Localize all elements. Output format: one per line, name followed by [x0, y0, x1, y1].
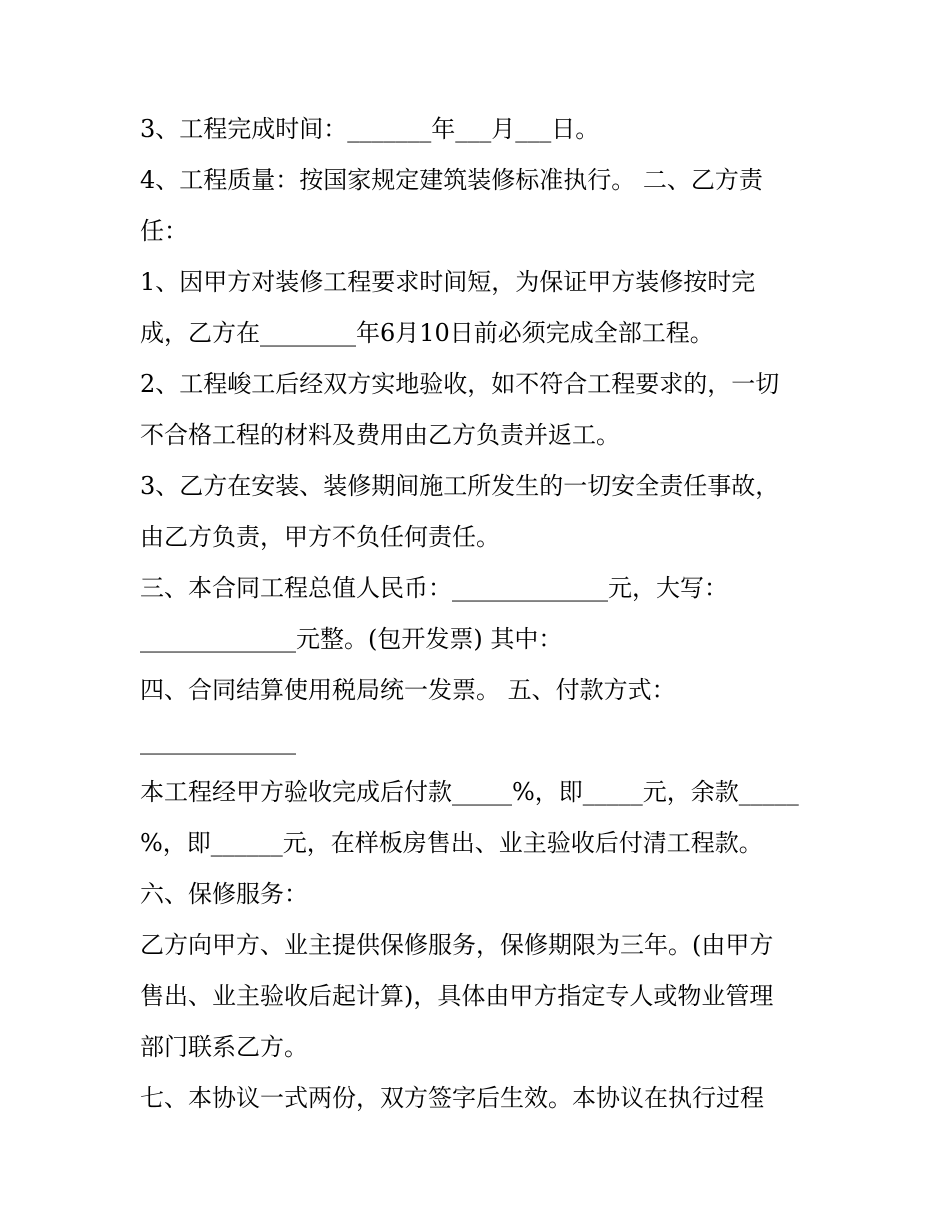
- text-line: 任：: [140, 217, 188, 245]
- text-line: _____________: [140, 727, 296, 755]
- text-line: 售出、业主验收后起计算)，具体由甲方指定专人或物业管理: [140, 982, 774, 1010]
- text-line: 部门联系乙方。: [140, 1033, 308, 1061]
- text-line: 1、因甲方对装修工程要求时间短，为保证甲方装修按时完: [140, 268, 756, 296]
- text-line: %，即______元，在样板房售出、业主验收后付清工程款。: [140, 829, 763, 857]
- text-line: 2、工程峻工后经双方实地验收，如不符合工程要求的，一切: [140, 370, 780, 398]
- text-line: 六、保修服务：: [140, 880, 308, 908]
- text-line: 七、本协议一式两份，双方签字后生效。本协议在执行过程: [140, 1084, 764, 1112]
- text-line: 由乙方负责，甲方不负任何责任。: [140, 523, 500, 551]
- text-line: 3、乙方在安装、装修期间施工所发生的一切安全责任事故，: [140, 472, 780, 500]
- text-line: 3、工程完成时间：_______年___月___日。: [140, 115, 600, 143]
- text-line: 三、本合同工程总值人民币：_____________元，大写：: [140, 574, 728, 602]
- text-line: 成，乙方在________年6月10日前必须完成全部工程。: [140, 319, 714, 347]
- text-line: 乙方向甲方、业主提供保修服务，保修期限为三年。(由甲方: [140, 931, 774, 959]
- text-line: 本工程经甲方验收完成后付款_____%，即_____元，余款_____: [140, 778, 799, 806]
- text-line: _____________元整。(包开发票) 其中：: [140, 625, 563, 653]
- contract-body: [140, 104, 820, 1124]
- text-line: 四、合同结算使用税局统一发票。 五、付款方式：: [140, 676, 676, 704]
- text-line: 4、工程质量：按国家规定建筑装修标准执行。 二、乙方责: [140, 166, 763, 194]
- text-line: 不合格工程的材料及费用由乙方负责并返工。: [140, 421, 620, 449]
